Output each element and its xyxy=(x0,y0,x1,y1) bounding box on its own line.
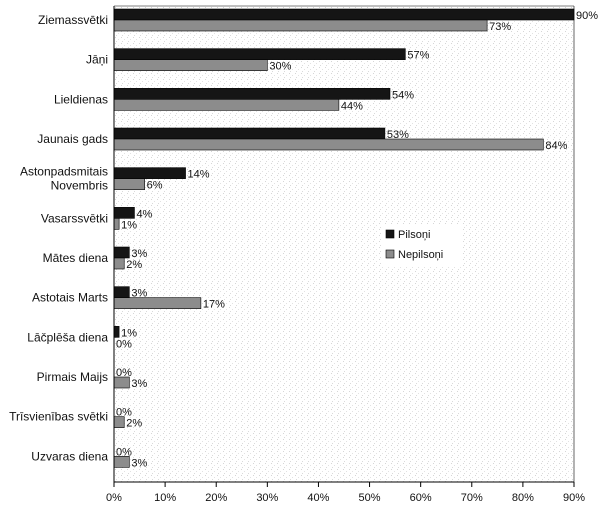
value-label-pilsoni-1: 57% xyxy=(407,49,430,62)
value-label-nepilsoni-4: 6% xyxy=(146,179,163,192)
category-label-3: Jaunais gads xyxy=(37,132,108,146)
bar-nepilsoni-2 xyxy=(114,99,339,110)
category-label-7: Astotais Marts xyxy=(31,290,108,305)
bar-pilsoni-0 xyxy=(114,9,574,20)
value-label-nepilsoni-0: 73% xyxy=(489,21,512,33)
legend xyxy=(382,224,462,266)
x-tick-label-6: 60% xyxy=(409,492,432,504)
category-label-4: Astonpadsmitais Novembris xyxy=(19,164,108,193)
category-labels xyxy=(9,13,108,463)
legend-swatch-0 xyxy=(386,230,394,238)
bar-pilsoni-6 xyxy=(114,247,129,258)
x-tick-label-4: 40% xyxy=(307,492,330,504)
plot-area xyxy=(114,6,574,482)
bar-pilsoni-5 xyxy=(114,207,134,218)
value-label-pilsoni-0: 90% xyxy=(576,10,599,22)
bar-pilsoni-7 xyxy=(114,287,129,298)
value-label-nepilsoni-10: 2% xyxy=(126,417,143,430)
category-label-11: Uzvaras diena xyxy=(31,449,108,464)
bar-pilsoni-8 xyxy=(114,326,119,337)
bar-pilsoni-1 xyxy=(114,49,405,60)
value-label-pilsoni-10: 0% xyxy=(116,406,132,419)
x-tick-label-0: 0% xyxy=(106,492,122,504)
bar-nepilsoni-5 xyxy=(114,218,119,229)
x-tick-label-7: 70% xyxy=(460,492,483,504)
x-tick-label-1: 10% xyxy=(154,492,177,504)
bar-nepilsoni-0 xyxy=(114,20,487,31)
x-tick-label-9: 90% xyxy=(562,492,586,504)
bar-pilsoni-3 xyxy=(114,128,385,139)
bar-pilsoni-4 xyxy=(114,168,186,179)
value-label-pilsoni-8: 1% xyxy=(121,327,138,340)
bar-pilsoni-2 xyxy=(114,88,390,99)
value-label-pilsoni-3: 53% xyxy=(386,129,409,141)
category-label-5: Vasarssvētki xyxy=(40,211,108,226)
value-label-pilsoni-5: 4% xyxy=(136,208,153,221)
legend-swatch-1 xyxy=(386,250,394,258)
x-tick-label-3: 30% xyxy=(256,492,279,504)
value-label-nepilsoni-9: 3% xyxy=(131,378,148,390)
value-label-nepilsoni-1: 30% xyxy=(269,60,292,73)
value-label-nepilsoni-5: 1% xyxy=(121,219,138,232)
bar-nepilsoni-4 xyxy=(114,179,145,190)
x-tick-label-2: 20% xyxy=(205,492,228,504)
legend-label-1: Nepilsoņi xyxy=(398,249,444,261)
x-tick-label-8: 80% xyxy=(511,492,534,504)
value-label-pilsoni-4: 14% xyxy=(187,168,210,181)
category-label-1: Jāņi xyxy=(85,52,108,67)
bar-nepilsoni-7 xyxy=(114,298,201,309)
value-label-pilsoni-9: 0% xyxy=(116,367,132,379)
bar-nepilsoni-6 xyxy=(114,258,124,269)
value-label-nepilsoni-8: 0% xyxy=(116,338,132,351)
value-label-nepilsoni-7: 17% xyxy=(202,298,225,311)
x-tick-label-5: 50% xyxy=(358,492,381,504)
value-label-pilsoni-7: 3% xyxy=(131,287,148,300)
legend-label-0: Pilsoņi xyxy=(398,229,431,241)
category-label-2: Lieldienas xyxy=(53,92,108,107)
category-label-6: Mātes diena xyxy=(42,251,108,265)
category-label-0: Ziemassvētki xyxy=(37,13,108,27)
value-label-nepilsoni-11: 3% xyxy=(131,457,148,470)
value-label-pilsoni-6: 3% xyxy=(131,248,148,260)
bar-nepilsoni-3 xyxy=(114,139,543,150)
value-label-nepilsoni-2: 44% xyxy=(340,100,363,113)
value-label-nepilsoni-6: 2% xyxy=(126,259,143,271)
value-label-pilsoni-2: 54% xyxy=(392,89,415,102)
bar-nepilsoni-1 xyxy=(114,60,267,71)
category-label-9: Pirmais Maijs xyxy=(36,370,108,384)
value-label-nepilsoni-3: 84% xyxy=(545,140,568,152)
category-label-8: Lāčplēša diena xyxy=(27,330,108,345)
value-label-pilsoni-11: 0% xyxy=(116,446,132,459)
category-label-10: Trīsvienības svētki xyxy=(9,409,108,424)
